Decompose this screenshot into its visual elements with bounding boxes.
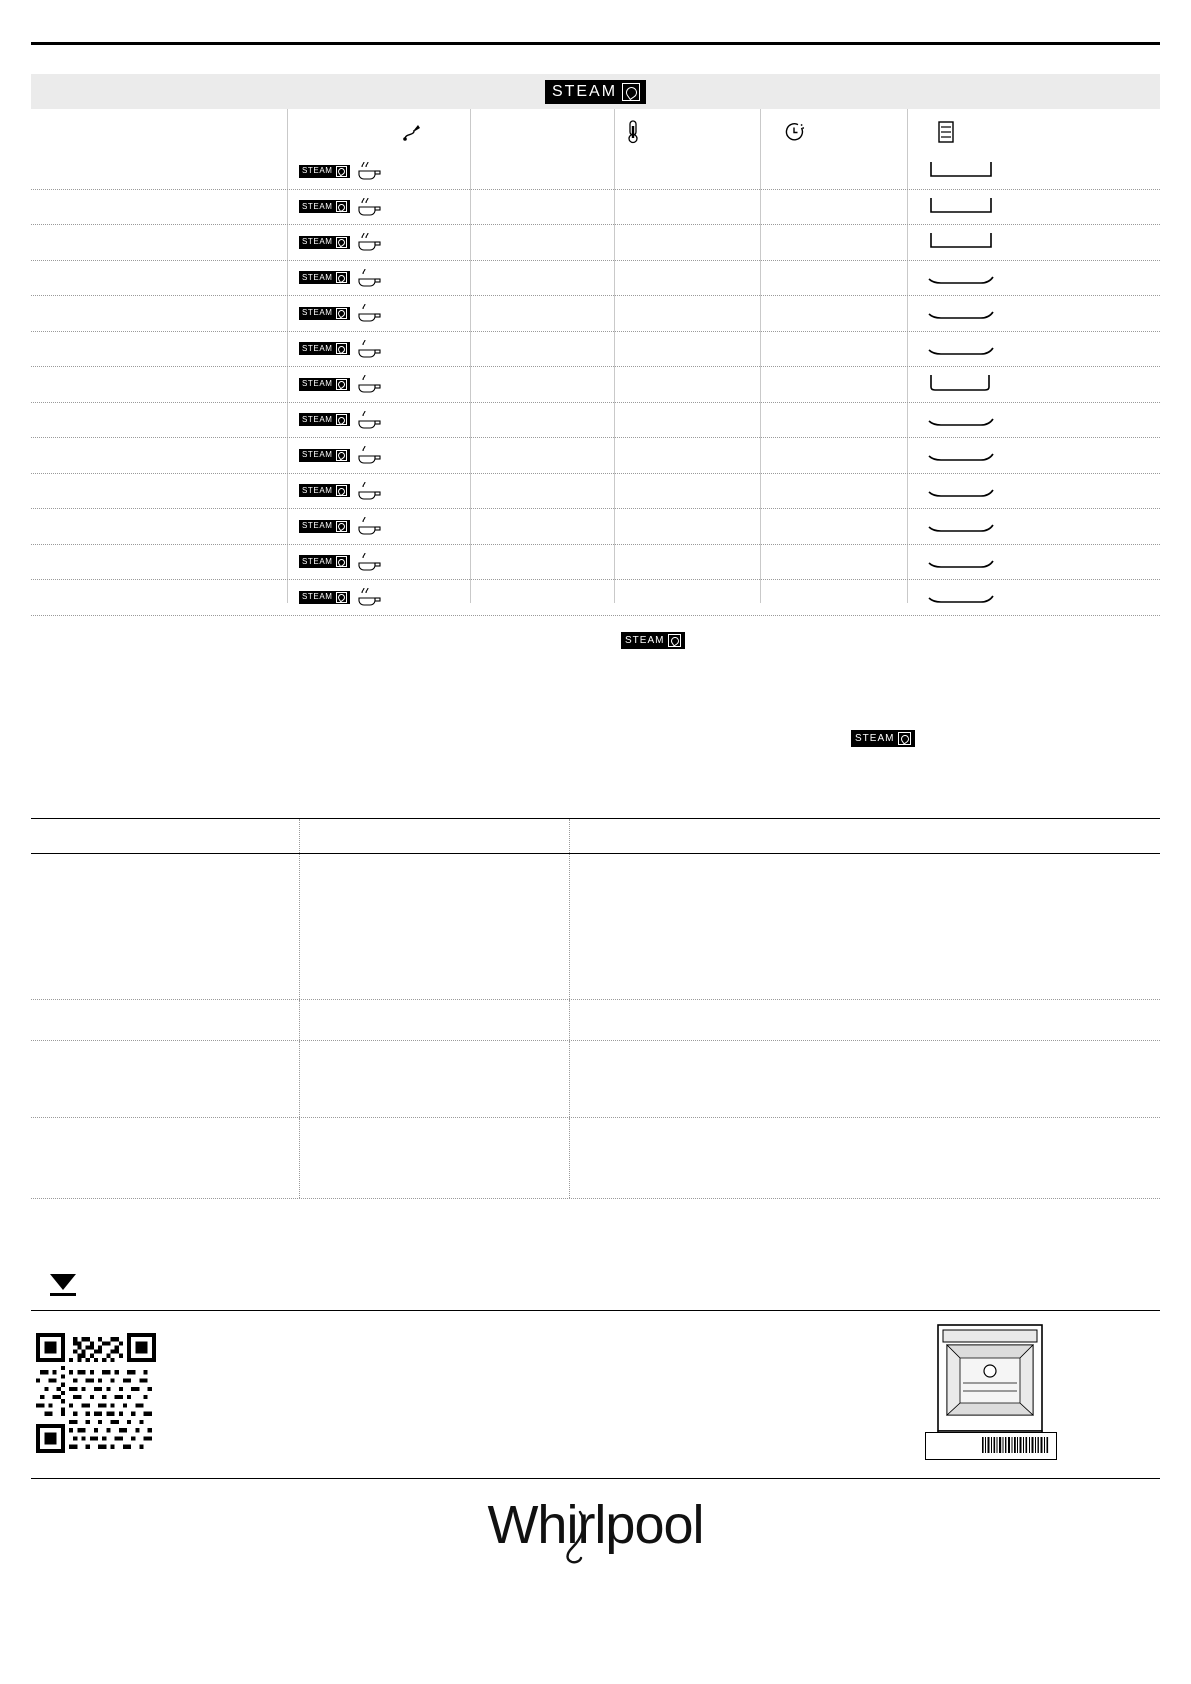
row-shelf <box>921 229 1121 257</box>
steam-badge-label: STEAM <box>855 732 895 744</box>
pan-icon <box>356 516 378 536</box>
steam-badge-large <box>545 80 646 104</box>
pan-icon <box>356 303 378 323</box>
pan-icon <box>356 410 378 430</box>
row-shelf <box>921 478 1121 506</box>
column-divider <box>299 1118 301 1198</box>
steam-drop-icon <box>336 272 347 283</box>
flat-tray-icon <box>921 442 1041 468</box>
row-function-badge <box>299 197 378 217</box>
pan-steam-icon <box>356 197 378 217</box>
pan-icon <box>356 481 378 501</box>
footer-divider-bottom <box>31 1478 1160 1479</box>
steam-badge-label: STEAM <box>302 272 333 282</box>
steam-badge-label: STEAM <box>302 521 333 530</box>
cooking-table <box>31 109 1160 616</box>
steam-badge-label: STEAM <box>302 343 333 353</box>
pan-icon <box>356 339 378 359</box>
steam-badge-small <box>299 200 350 213</box>
top-divider <box>31 42 1160 45</box>
steam-badge-small <box>299 342 350 355</box>
flat-tray-icon <box>921 265 1041 291</box>
row-function-badge <box>299 410 378 430</box>
table-two-row <box>31 1118 1160 1199</box>
steam-badge-small <box>299 520 350 533</box>
preheat-icon <box>401 121 427 143</box>
table-row <box>31 225 1160 261</box>
steam-badge-small <box>299 484 350 497</box>
whirlpool-swirl-icon <box>560 1508 590 1566</box>
row-shelf <box>921 300 1121 328</box>
steam-badge-small <box>299 591 350 604</box>
steam-badge-label: STEAM <box>302 556 333 566</box>
column-divider <box>299 819 301 853</box>
column-divider <box>569 854 571 999</box>
steam-drop-icon <box>336 521 347 532</box>
row-shelf <box>921 584 1121 612</box>
row-shelf <box>921 513 1121 541</box>
timer-icon <box>783 121 805 143</box>
deep-tray-icon <box>921 158 1041 184</box>
download-arrow-icon <box>45 1272 81 1298</box>
table-row <box>31 332 1160 368</box>
table-row <box>31 367 1160 403</box>
steam-section-header <box>31 74 1160 109</box>
row-function-badge <box>299 552 378 572</box>
steam-drop-icon <box>336 343 347 354</box>
flat-tray-icon <box>921 513 1041 539</box>
barcode-icon <box>925 1432 1057 1460</box>
steam-drop-icon <box>336 166 347 177</box>
row-shelf <box>921 265 1121 293</box>
flat-tray-icon <box>921 407 1041 433</box>
table-two-row <box>31 1041 1160 1118</box>
table-row <box>31 580 1160 616</box>
column-divider <box>569 819 571 853</box>
steam-drop-icon <box>336 308 347 319</box>
steam-badge-label: STEAM <box>302 592 333 601</box>
steam-drop-icon <box>336 592 347 603</box>
table-row <box>31 154 1160 190</box>
deep-tray-icon <box>921 229 1041 255</box>
header-temperature <box>625 109 685 154</box>
row-shelf <box>921 549 1121 577</box>
header-preheat <box>401 109 461 154</box>
deep-tray-icon <box>921 194 1041 220</box>
steam-drop-icon <box>336 237 347 248</box>
pan-icon <box>356 587 378 607</box>
steam-drop-icon <box>336 414 347 425</box>
table-row <box>31 438 1160 474</box>
row-function-badge <box>299 374 378 394</box>
row-shelf <box>921 371 1121 399</box>
pan-icon <box>356 374 378 394</box>
steam-badge-label: STEAM <box>302 485 333 495</box>
row-function-badge <box>299 161 378 181</box>
flat-tray-icon <box>921 300 1041 326</box>
steam-drop-icon <box>336 556 347 567</box>
table-row <box>31 190 1160 226</box>
table-two-row <box>31 1000 1160 1041</box>
steam-badge-label: STEAM <box>302 450 333 459</box>
steam-badge-small <box>299 307 350 320</box>
row-shelf <box>921 194 1121 222</box>
header-shelf <box>937 109 997 154</box>
steam-badge-small <box>299 378 350 391</box>
steam-drop-icon <box>622 83 640 101</box>
steam-badge-small <box>299 449 350 462</box>
table-row <box>31 545 1160 581</box>
accessories-table <box>31 818 1160 1199</box>
thermometer-icon <box>625 119 641 145</box>
brand-name: Whirlpool <box>487 1495 704 1555</box>
row-shelf <box>921 158 1121 186</box>
row-function-badge <box>299 303 378 323</box>
pan-steam-icon <box>356 161 378 181</box>
steam-badge-small <box>299 555 350 568</box>
flat-tray-icon <box>921 336 1041 362</box>
flat-tray-icon <box>921 549 1041 575</box>
steam-badge-small <box>299 236 350 249</box>
steam-drop-icon <box>668 634 681 647</box>
row-shelf <box>921 407 1121 435</box>
steam-drop-icon <box>336 379 347 390</box>
steam-badge-small <box>299 413 350 426</box>
steam-badge-small <box>299 271 350 284</box>
pan-steam-icon <box>356 232 378 252</box>
row-function-badge <box>299 445 378 465</box>
steam-drop-icon <box>336 450 347 461</box>
steam-badge-label: STEAM <box>625 634 665 646</box>
table-header-row <box>31 109 1160 154</box>
column-divider <box>299 1041 301 1117</box>
footer-divider-top <box>31 1310 1160 1311</box>
column-divider <box>569 1000 571 1040</box>
row-shelf <box>921 336 1121 364</box>
qr-code-icon <box>36 1333 156 1453</box>
table-two-row <box>31 854 1160 1000</box>
row-function-badge <box>299 516 378 536</box>
brand-logo <box>0 1494 1191 1556</box>
row-shelf <box>921 442 1121 470</box>
steam-drop-icon <box>336 201 347 212</box>
flat-tray-icon <box>921 584 1041 610</box>
row-function-badge <box>299 339 378 359</box>
pan-icon <box>356 268 378 288</box>
steam-drop-icon <box>898 732 911 745</box>
table-row <box>31 403 1160 439</box>
pan-icon <box>356 445 378 465</box>
table-row <box>31 474 1160 510</box>
row-function-badge <box>299 481 378 501</box>
steam-badge-label: STEAM <box>302 166 333 175</box>
column-divider <box>299 1000 301 1040</box>
table-row <box>31 261 1160 297</box>
steam-badge-label: STEAM <box>551 82 618 100</box>
table-row <box>31 509 1160 545</box>
flat-tray-icon <box>921 478 1041 504</box>
row-function-badge <box>299 587 378 607</box>
steam-drop-icon <box>336 485 347 496</box>
row-function-badge <box>299 268 378 288</box>
steam-badge-label: STEAM <box>302 379 333 388</box>
header-recipe <box>35 109 275 154</box>
header-time <box>783 109 843 154</box>
row-function-badge <box>299 232 378 252</box>
steam-badge-note-1 <box>621 632 685 649</box>
column-divider <box>569 1118 571 1198</box>
steam-badge-label: STEAM <box>302 201 333 211</box>
shelf-level-icon <box>937 120 955 144</box>
steam-badge-label: STEAM <box>302 308 333 317</box>
column-divider <box>569 1041 571 1117</box>
deep-tray-icon <box>921 371 1041 397</box>
table-two-header-row <box>31 819 1160 854</box>
column-divider <box>299 854 301 999</box>
steam-badge-small <box>299 165 350 178</box>
steam-badge-label: STEAM <box>302 414 333 424</box>
steam-badge-label: STEAM <box>302 237 333 246</box>
table-row <box>31 296 1160 332</box>
pan-icon <box>356 552 378 572</box>
steam-badge-note-2 <box>851 730 915 747</box>
